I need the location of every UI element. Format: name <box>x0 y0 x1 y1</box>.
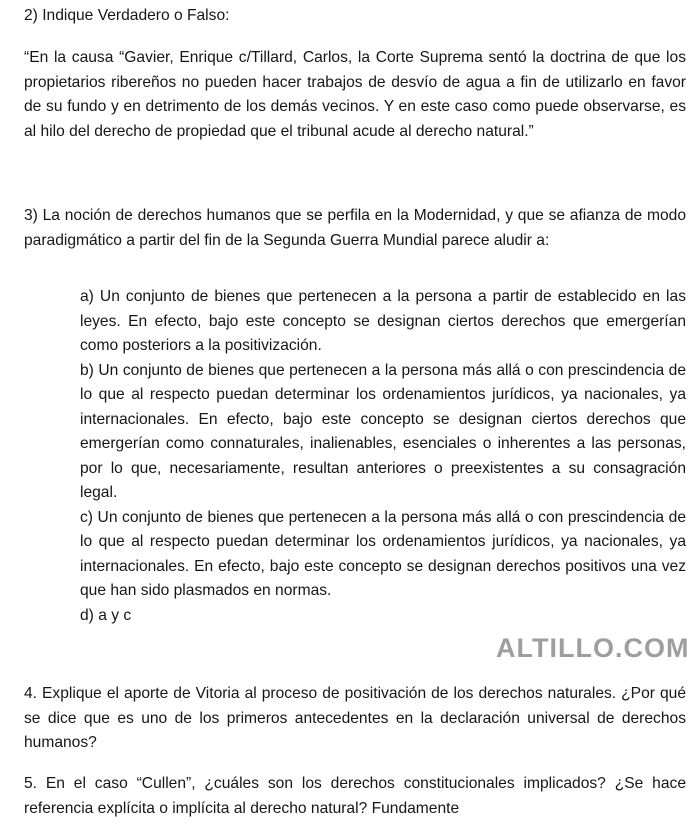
option-c: c) Un conjunto de bienes que pertenecen a la persona más allá o con prescindencia de lo que al respecto puedan determinar los ordenamientos jurídicos, ya nacionales, ya internacionales. En efecto, bajo este concepto se designan derechos positivos una vez que han sido plasmados en normas. <box>80 508 686 599</box>
option-a: a) Un conjunto de bienes que pertenecen a la persona a partir de establecido en las leyes. En efecto, bajo este concepto se designan ciertos derechos que emergerían como posteriors a la positivización. <box>80 288 686 354</box>
question-2-heading: 2) Indique Verdadero o Falso: <box>24 7 230 24</box>
watermark-logo: ALTILLO.COM <box>496 633 690 663</box>
question-3-options <box>80 285 686 628</box>
option-d: d) a y c <box>80 606 132 624</box>
option-b: b) Un conjunto de bienes que pertenecen a la persona más allá o con prescindencia de lo que al respecto puedan determinar los ordenamientos jurídicos, ya nacionales, ya internacionales. En efecto, bajo este concepto se designan ciertos derechos que emergerían como connaturales, inalienables, esenciales o inherentes a las personas, por lo que, necesariamente, resultan anteriores o preexistentes a su consagración legal. <box>80 361 686 501</box>
question-5: 5. En el caso “Cullen”, ¿cuáles son los derechos constitucionales implicados? ¿Se hace referencia explícita o implícita al derecho natural? Fundamente <box>24 775 686 817</box>
question-2-quote: “En la causa “Gavier, Enrique c/Tillard, Carlos, la Corte Suprema sentó la doctrina de que los propietarios ribereños no pueden hacer trabajos de desvío de agua a fin de utilizarlo en favor de su fundo y en detrimento de los demás vecinos. Y en este caso como puede observarse, es al hilo del derecho de propiedad que el tribunal acude al derecho natural.” <box>24 49 686 140</box>
question-3-stem: 3) La noción de derechos humanos que se perfila en la Modernidad, y que se afianza de modo paradigmático a partir del fin de la Segunda Guerra Mundial parece aludir a: <box>24 207 686 249</box>
question-4: 4. Explique el aporte de Vitoria al proceso de positivación de los derechos naturales. ¿Por qué se dice que es uno de los primeros antecedentes en la declaración universal de derechos humanos? <box>24 685 686 751</box>
